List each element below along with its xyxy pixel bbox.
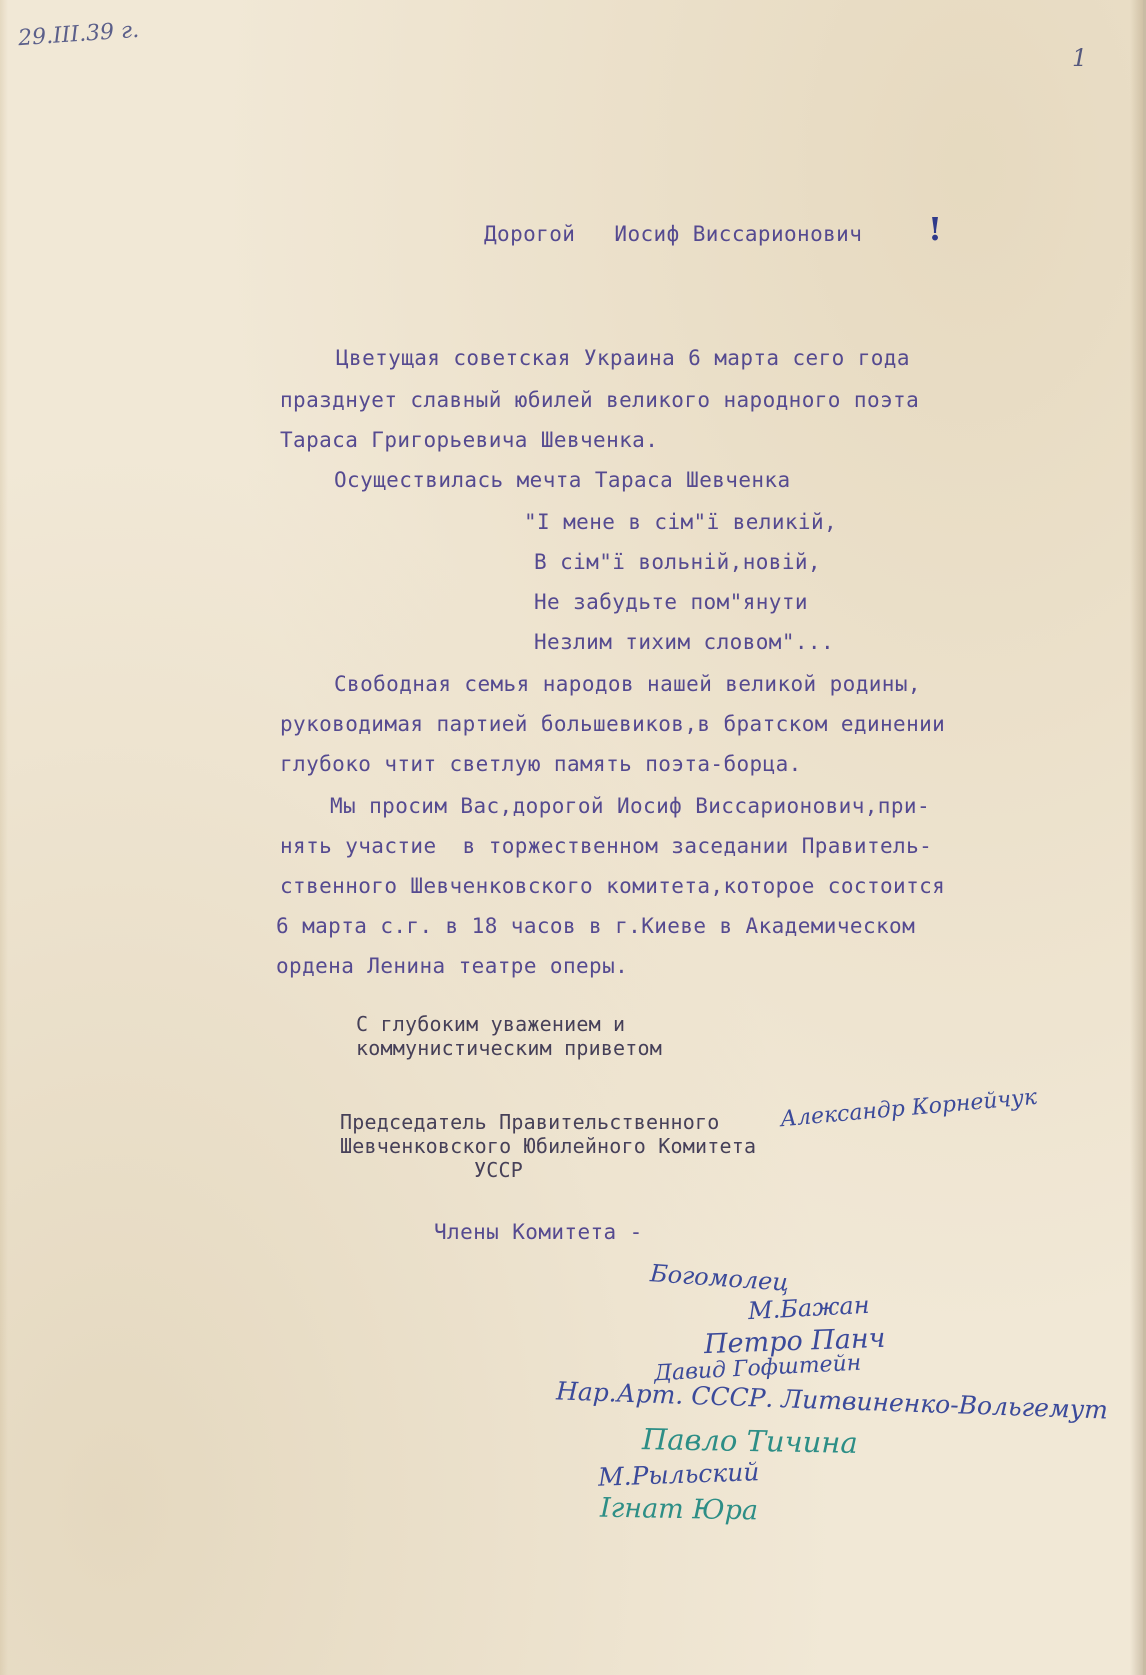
member-signature-8: Ігнат Юра [599,1492,759,1527]
paragraph-1-line-2: празднует славный юбилей великого народного поэта [280,388,920,412]
paragraph-3-line-1: Свободная семья народов нашей великой родины, [334,672,921,696]
poem-line-4: Незлим тихим словом"... [534,630,834,654]
closing-line-2: коммунистическим приветом [356,1036,663,1060]
member-signature-6: Павло Тичина [641,1422,859,1460]
member-signature-7: М.Рыльский [597,1457,760,1492]
paragraph-4-line-1: Мы просим Вас,дорогой Иосиф Виссарионович,при- [330,794,930,818]
member-signature-2: М.Бажан [747,1290,871,1326]
paragraph-4-line-2: нять участие в торжественном заседании Правитель- [280,834,933,858]
paragraph-1-line-3: Тараса Григорьевича Шевченка. [280,428,659,452]
paragraph-4-line-3: ственного Шевченковского комитета,которое состоится [280,874,946,898]
poem-line-1: "І мене в сім"ї великій, [524,510,838,534]
chairman-title-line-1: Председатель Правительственного [340,1110,720,1134]
member-signature-5: Нар.Арт. СССР. Литвиненко-Вольгемут [555,1376,1109,1425]
chairman-title-line-2: Шевченковского Юбилейного Комитета [340,1134,757,1158]
archive-margin-note: 29.III.39 г. [17,17,140,52]
member-signature-1: Богомолец [649,1259,791,1297]
salutation: Дорогой Иосиф Виссарионович [484,222,863,246]
salutation-exclamation: ! [928,210,943,248]
closing-line-1: С глубоким уважением и [356,1012,626,1036]
chairman-signature: Александр Корнейчук [779,1084,1039,1133]
page-number: 1 [1072,44,1088,72]
paragraph-4-line-5: ордена Ленина театре оперы. [276,954,629,978]
paragraph-3-line-2: руководимая партией большевиков,в братском единении [280,712,946,736]
member-signature-3: Петро Панч [703,1322,886,1361]
chairman-title-line-3: УССР [474,1158,523,1182]
poem-line-2: В сім"ї вольній,новій, [534,550,821,574]
paragraph-3-line-3: глубоко чтит светлую память поэта-борца. [280,752,802,776]
paragraph-1-line-1: Цветущая советская Украина 6 марта сего года [336,346,910,370]
paragraph-4-line-4: 6 марта с.г. в 18 часов в г.Киеве в Академическом [276,914,916,938]
member-signature-4: Давид Гофштейн [653,1350,862,1387]
poem-line-3: Не забудьте пом"янути [534,590,808,614]
members-label: Члены Комитета - [434,1220,643,1244]
paragraph-2-intro: Осуществилась мечта Тараса Шевченка [334,468,791,492]
